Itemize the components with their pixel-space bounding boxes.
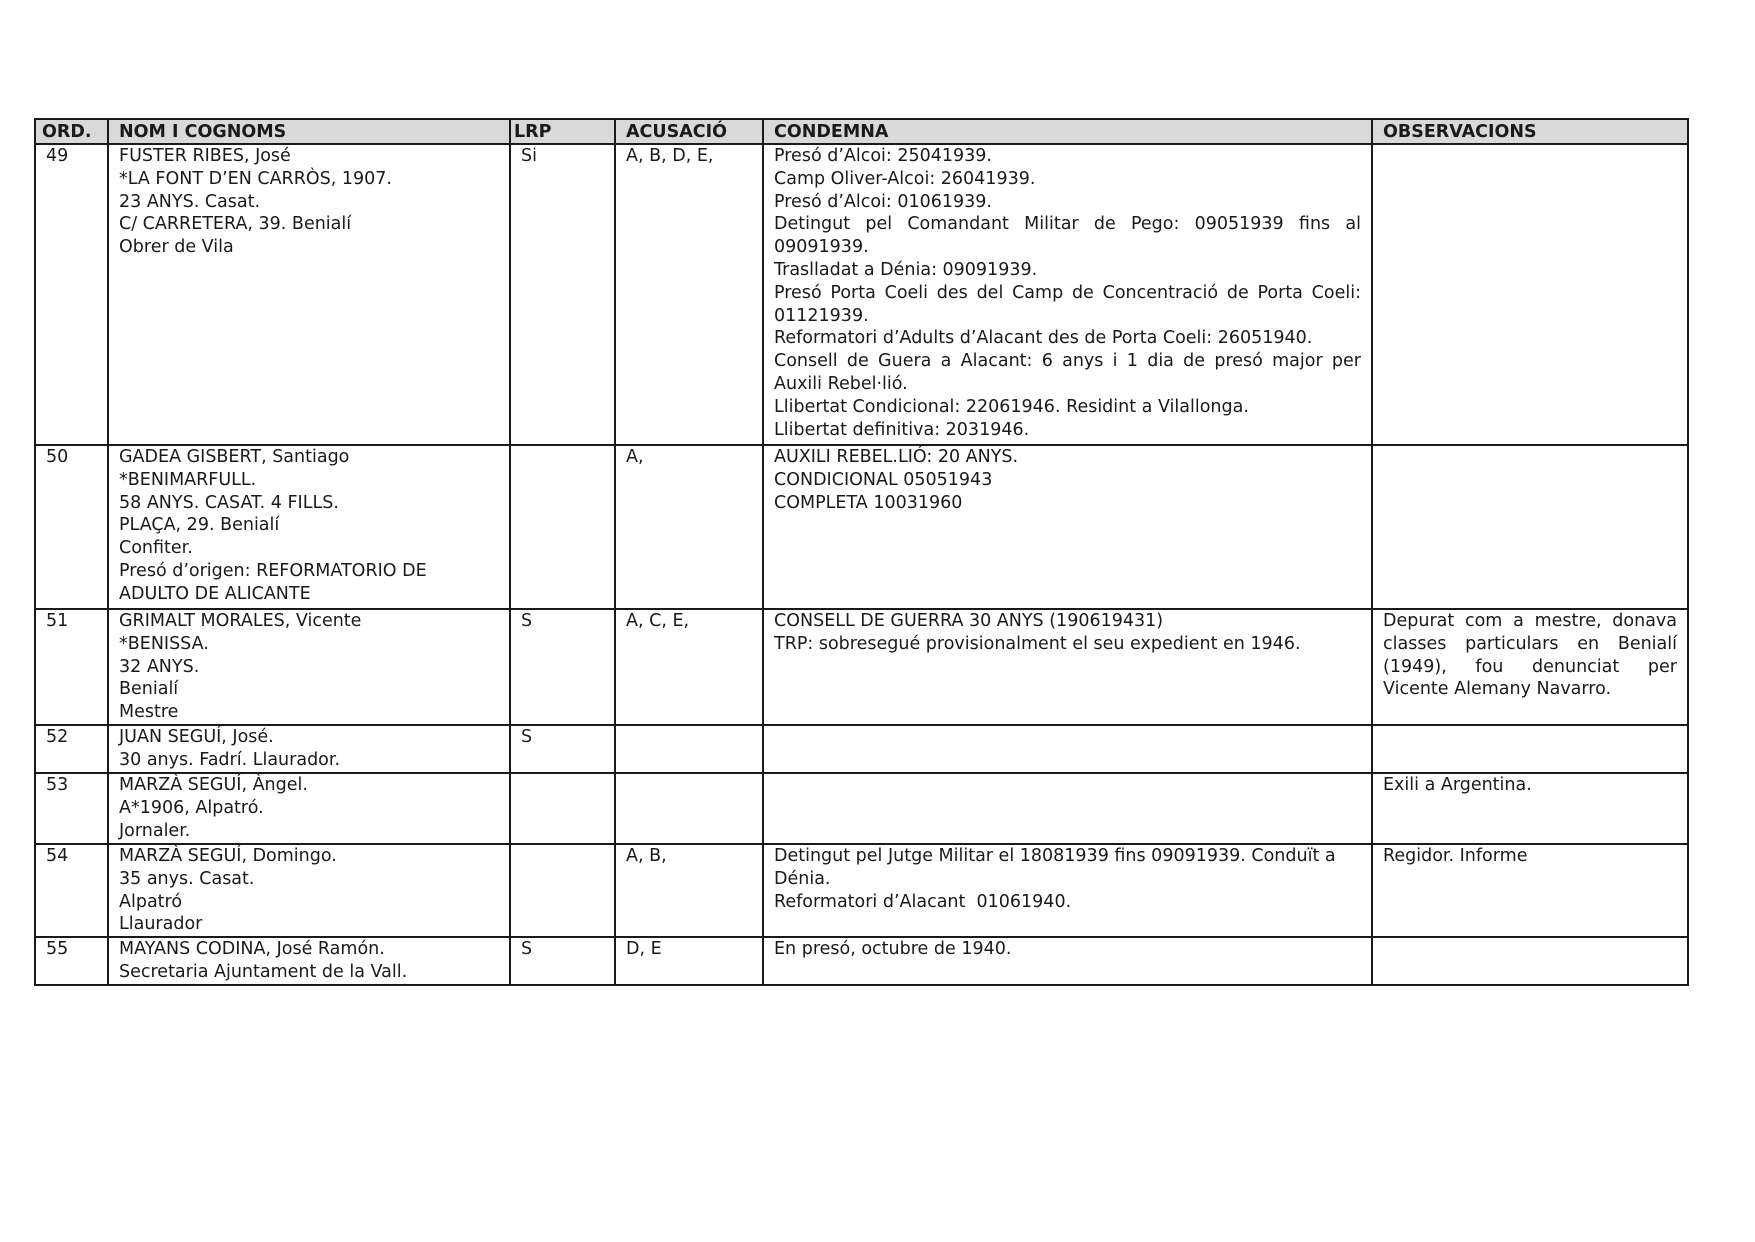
cell-nom bbox=[108, 609, 510, 725]
cell-acusacio: D, E bbox=[615, 937, 763, 985]
condemna-line: Presó d’Alcoi: 01061939. bbox=[774, 191, 992, 212]
cell-condemna bbox=[763, 609, 1372, 725]
cell-lrp: S bbox=[510, 937, 615, 985]
nom-line: Benialí bbox=[119, 679, 179, 700]
nom-line: JUAN SEGUÍ, José. bbox=[119, 727, 274, 747]
header-ord: ORD. bbox=[35, 119, 108, 144]
nom-line: 23 ANYS. Casat. bbox=[119, 191, 261, 212]
condemna-line: Llibertat definitiva: 2031946. bbox=[774, 419, 1030, 440]
table-header bbox=[35, 119, 1688, 144]
nom-line: MARZÀ SEGUÍ, Domingo. bbox=[119, 846, 337, 866]
condemna-line: Reformatori d’Adults d’Alacant des de Porta Coeli: 26051940. bbox=[774, 328, 1313, 349]
cell-observacions bbox=[1372, 144, 1688, 445]
cell-ord: 53 bbox=[35, 773, 108, 844]
cell-condemna bbox=[763, 844, 1372, 937]
condemna-line: Camp Oliver-Alcoi: 26041939. bbox=[774, 168, 1036, 189]
cell-ord: 52 bbox=[35, 725, 108, 773]
cell-acusacio: A, C, E, bbox=[615, 609, 763, 725]
condemna-line: TRP: sobresegué provisionalment el seu expedient en 1946. bbox=[774, 633, 1301, 654]
header-row bbox=[35, 119, 1688, 144]
cell-observacions: Regidor. Informe bbox=[1372, 844, 1688, 937]
condemna-line: Detingut pel Comandant Militar de Pego: 09051939 fins al 09091939. bbox=[774, 214, 1367, 258]
nom-line: 32 ANYS. bbox=[119, 656, 200, 677]
cell-acusacio: A, B, bbox=[615, 844, 763, 937]
header-nom: NOM I COGNOMS bbox=[108, 119, 510, 144]
nom-line: Alpatró bbox=[119, 891, 183, 912]
cell-acusacio: A, B, D, E, bbox=[615, 144, 763, 445]
condemna-line: En presó, octubre de 1940. bbox=[774, 939, 1012, 960]
table-row bbox=[35, 445, 1688, 609]
nom-line: 30 anys. Fadrí. Llaurador. bbox=[119, 749, 341, 770]
table-row bbox=[35, 144, 1688, 445]
table-body bbox=[35, 144, 1688, 985]
cell-observacions: Depurat com a mestre, donava classes particulars en Benialí (1949), fou denunciat per Vicente Alemany Navarro. bbox=[1372, 609, 1688, 725]
header-acusacio: ACUSACIÓ bbox=[615, 119, 763, 144]
nom-line: FUSTER RIBES, José bbox=[119, 146, 291, 166]
cell-nom bbox=[108, 445, 510, 609]
cell-observacions: Exili a Argentina. bbox=[1372, 773, 1688, 844]
cell-ord: 54 bbox=[35, 844, 108, 937]
table-row bbox=[35, 937, 1688, 985]
cell-lrp bbox=[510, 773, 615, 844]
condemna-line: Consell de Guera a Alacant: 6 anys i 1 dia de presó major per Auxili Rebel·lió. bbox=[774, 351, 1367, 394]
condemna-line: CONDICIONAL 05051943 bbox=[774, 469, 993, 490]
cell-condemna bbox=[763, 144, 1372, 445]
cell-ord: 55 bbox=[35, 937, 108, 985]
condemna-line: Llibertat Condicional: 22061946. Residint a Vilallonga. bbox=[774, 396, 1249, 417]
cell-condemna bbox=[763, 773, 1372, 844]
cell-observacions bbox=[1372, 725, 1688, 773]
cell-lrp bbox=[510, 844, 615, 937]
nom-line: PLAÇA, 29. Benialí bbox=[119, 515, 280, 536]
header-condemna: CONDEMNA bbox=[763, 119, 1372, 144]
table-row bbox=[35, 725, 1688, 773]
nom-line: Llaurador bbox=[119, 914, 203, 935]
nom-line: MAYANS CODINA, José Ramón. bbox=[119, 939, 385, 960]
condemna-line: Presó Porta Coeli des del Camp de Concentració de Porta Coeli: 01121939. bbox=[774, 282, 1367, 326]
nom-line: Presó d’origen: REFORMATORIO DE ADULTO DE ALICANTE bbox=[119, 560, 433, 604]
cell-condemna bbox=[763, 937, 1372, 985]
nom-line: Secretaria Ajuntament de la Vall. bbox=[119, 961, 408, 982]
cell-observacions bbox=[1372, 937, 1688, 985]
nom-line: MARZÀ SEGUÍ, Àngel. bbox=[119, 775, 308, 795]
cell-nom bbox=[108, 725, 510, 773]
cell-acusacio: A, bbox=[615, 445, 763, 609]
cell-lrp: Si bbox=[510, 144, 615, 445]
header-lrp: LRP bbox=[510, 119, 615, 144]
condemna-line: Detingut pel Jutge Militar el 18081939 fins 09091939. Conduït a Dénia. bbox=[774, 846, 1342, 889]
nom-line: C/ CARRETERA, 39. Benialí bbox=[119, 214, 352, 235]
cell-ord: 50 bbox=[35, 445, 108, 609]
nom-line: 35 anys. Casat. bbox=[119, 868, 255, 889]
cell-lrp: S bbox=[510, 725, 615, 773]
nom-line: GADEA GISBERT, Santiago bbox=[119, 447, 350, 467]
nom-line: A*1906, Alpatró. bbox=[119, 797, 264, 818]
table-row bbox=[35, 609, 1688, 725]
cell-lrp bbox=[510, 445, 615, 609]
nom-line: Confiter. bbox=[119, 538, 193, 559]
nom-line: *BENISSA. bbox=[119, 633, 209, 654]
nom-line: GRIMALT MORALES, Vicente bbox=[119, 611, 362, 631]
cell-nom bbox=[108, 844, 510, 937]
condemna-line: CONSELL DE GUERRA 30 ANYS (190619431) bbox=[774, 611, 1164, 631]
cell-nom bbox=[108, 937, 510, 985]
condemna-line: COMPLETA 10031960 bbox=[774, 492, 963, 513]
nom-line: *LA FONT D’EN CARRÒS, 1907. bbox=[119, 168, 392, 189]
cell-condemna bbox=[763, 725, 1372, 773]
nom-line: Obrer de Vila bbox=[119, 237, 234, 258]
cell-observacions bbox=[1372, 445, 1688, 609]
cell-ord: 49 bbox=[35, 144, 108, 445]
nom-line: 58 ANYS. CASAT. 4 FILLS. bbox=[119, 492, 339, 513]
cell-nom bbox=[108, 773, 510, 844]
table-row bbox=[35, 773, 1688, 844]
cell-acusacio bbox=[615, 773, 763, 844]
records-table bbox=[34, 118, 1689, 986]
header-observacions: OBSERVACIONS bbox=[1372, 119, 1688, 144]
condemna-line: Presó d’Alcoi: 25041939. bbox=[774, 146, 992, 166]
cell-acusacio bbox=[615, 725, 763, 773]
condemna-line: Traslladat a Dénia: 09091939. bbox=[774, 259, 1038, 280]
nom-line: Jornaler. bbox=[119, 820, 191, 841]
nom-line: Mestre bbox=[119, 702, 179, 723]
cell-ord: 51 bbox=[35, 609, 108, 725]
table-row bbox=[35, 844, 1688, 937]
cell-condemna bbox=[763, 445, 1372, 609]
nom-line: *BENIMARFULL. bbox=[119, 469, 257, 490]
cell-nom bbox=[108, 144, 510, 445]
condemna-line: AUXILI REBEL.LIÓ: 20 ANYS. bbox=[774, 447, 1019, 467]
cell-lrp: S bbox=[510, 609, 615, 725]
condemna-line: Reformatori d’Alacant 01061940. bbox=[774, 891, 1072, 912]
